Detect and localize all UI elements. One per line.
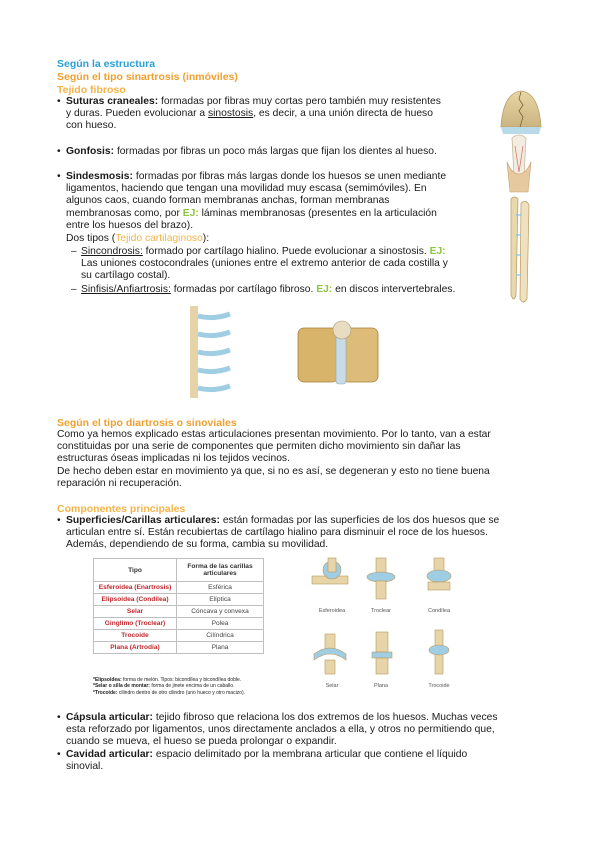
sindesmosis-line4b: láminas membranosas (presentes en la articulación: [198, 207, 437, 219]
table-footnotes: [93, 677, 293, 696]
dash: –: [71, 246, 77, 257]
rib-cartilage-image: [186, 306, 232, 398]
table-cell-tipo: Trocoide: [94, 630, 177, 642]
diartrosis-line3: estructuras óseas implicadas ni los tejidos vecinos.: [57, 453, 290, 465]
table-cell-forma: Elíptica: [177, 594, 264, 606]
sindesmosis-line2: ligamentos, haciendo que tengan una movilidad muy escasa (semimóviles). En: [66, 183, 427, 195]
bullet: •: [57, 146, 61, 157]
sincondrosis-line1: formado por cartílago hialino. Puede evolucionar a sinostosis.: [142, 246, 430, 257]
capsula-line1: tejido fibroso que relaciona los dos extremos de los huesos. Muchas veces: [152, 712, 498, 723]
tejido-cartilaginoso-label: Tejido cartilaginoso: [115, 233, 203, 244]
table-row: [94, 630, 264, 642]
sindesmosis-line3: algunos caos, cuando forman membranas anchas, forman membranas: [66, 195, 390, 207]
capsula-term: Cápsula articular:: [66, 712, 153, 723]
table-row: [94, 582, 264, 594]
sindesmosis-paragraph: [66, 171, 488, 232]
joint-types-illustration: [308, 556, 488, 696]
table-cell-tipo: Plana (Artrodia): [94, 642, 177, 654]
dos-tipos-c: ):: [202, 233, 210, 244]
table-cell-forma: Plana: [177, 642, 264, 654]
intervertebral-disc-image: [294, 320, 382, 386]
sincondrosis-term: Sincondrosis:: [81, 246, 143, 257]
joint-label-selar: Selar: [325, 683, 339, 689]
sindesmosis-line1: formadas por fibras más largas donde los huesos se unen mediante: [135, 171, 447, 182]
heading-diartrosis: Según el tipo diartrosis o sinoviales: [57, 417, 237, 429]
tooth-image: [504, 132, 534, 194]
gonfosis-paragraph: [66, 146, 486, 158]
capsula-line3: cuando se mueva, el hueso se pueda prolongar o expandir.: [66, 736, 337, 748]
sinfisis-text: formadas por cartílago fibroso.: [170, 284, 317, 295]
table-cell-tipo: Elipsoidea (Condílea): [94, 594, 177, 606]
table-header-row: [94, 559, 264, 582]
cavidad-paragraph: [66, 749, 544, 773]
gonfosis-text: formadas por fibras un poco más largas que fijan los dientes al hueso.: [116, 146, 437, 157]
table-cell-forma: Cilíndrica: [177, 630, 264, 642]
bullet: •: [57, 515, 61, 526]
superficies-paragraph: [66, 515, 544, 552]
suturas-line2b: , es decir, a una unión directa de hueso: [253, 108, 433, 120]
table-header-tipo: Tipo: [94, 559, 177, 582]
joint-label-troclear: Troclear: [371, 608, 391, 614]
table-row: [94, 594, 264, 606]
heading-componentes: Componentes principales: [57, 503, 186, 515]
table-row: [94, 618, 264, 630]
table-header-forma: Forma de las carillas articulares: [177, 559, 264, 582]
ej-label: EJ:: [429, 246, 446, 257]
footnote: *Selar o silla de montar: forma de jinete encima de un caballo.: [93, 683, 235, 690]
bullet: •: [57, 96, 61, 107]
articulation-types-table: [93, 558, 264, 654]
bullet: •: [57, 749, 61, 760]
table-cell-forma: Polea: [177, 618, 264, 630]
bullet: •: [57, 712, 61, 723]
capsula-paragraph: [66, 712, 544, 749]
diartrosis-paragraph: [57, 429, 543, 490]
sincondrosis-paragraph: [81, 246, 488, 283]
table-cell-forma: Esférica: [177, 582, 264, 594]
ej-label: EJ:: [182, 207, 199, 219]
heading-sinartrosis: Según el tipo sinartrosis (inmóviles): [57, 71, 238, 83]
footnote: *Elipsoidea: forma de melón. Tipos: bicondílea y bicondílea doble.: [93, 677, 242, 683]
diartrosis-line4: De hecho deben estar en movimiento ya que, si no es así, se degeneran y esto no tiene buena: [57, 465, 490, 477]
joint-label-esferoidea: Esferoidea: [318, 608, 346, 614]
superficies-term: Superficies/Carillas articulares:: [66, 515, 220, 526]
heading-tejido-fibroso: Tejido fibroso: [57, 84, 126, 96]
cavidad-line1: espacio delimitado por la membrana articular que contiene el líquido: [152, 749, 468, 760]
suturas-line2a: y duras. Pueden evolucionar a: [66, 108, 208, 120]
sindesmosis-line5: entre los huesos del brazo).: [66, 219, 194, 231]
sindesmosis-line4a: membranosas como, por: [66, 207, 183, 219]
diartrosis-line2: constituidas por una serie de componentes que permiten dicho movimiento sin dañar las: [57, 441, 461, 453]
table-cell-forma: Cóncava y convexa: [177, 606, 264, 618]
table-cell-tipo: Ginglimo (Troclear): [94, 618, 177, 630]
sincondrosis-line2: Las uniones costocondrales (uniones entre el extremo anterior de cada costilla y: [81, 258, 448, 270]
diartrosis-line5: reparación ni recuperación.: [57, 477, 182, 489]
table-cell-tipo: Esferoidea (Enartrosis): [94, 582, 177, 594]
sindesmosis-term: Sindesmosis:: [66, 171, 133, 182]
joint-label-trocoide: Trocoide: [428, 683, 450, 689]
cavidad-term: Cavidad articular:: [66, 749, 153, 760]
suturas-paragraph: [66, 96, 486, 133]
dash: –: [71, 284, 77, 295]
sinfisis-paragraph: [81, 284, 501, 296]
superficies-line3: Además, dependiendo de su forma, cambia su movilidad.: [66, 539, 329, 551]
joint-label-plana: Plana: [373, 683, 389, 689]
dos-tipos-line: [66, 233, 209, 245]
sinfisis-text2: en discos intervertebrales.: [332, 284, 456, 295]
capsula-line2: esta reforzado por ligamentos, unos directamente anclados a ella, y otros no permitiendo que,: [66, 724, 495, 736]
forearm-bones-image: [503, 195, 535, 307]
suturas-line1: formadas por fibras muy cortas pero también muy resistentes: [161, 96, 441, 107]
gonfosis-term: Gonfosis:: [66, 146, 115, 157]
table-cell-tipo: Selar: [94, 606, 177, 618]
footnote: *Trocoide: cilindro dentro de otro cilindro (uno hueco y otro macizo).: [93, 689, 246, 696]
sinfisis-term: Sinfisis/Anfiartrosis:: [81, 284, 171, 295]
bullet: •: [57, 171, 61, 182]
superficies-line1: están formadas por las superficies de los dos huesos que se: [219, 515, 500, 526]
joint-label-condilea: Condílea: [427, 608, 451, 614]
table-row: [94, 642, 264, 654]
heading-segun-estructura: Según la estructura: [57, 58, 156, 70]
suturas-line3: con hueso.: [66, 120, 117, 132]
table-row: [94, 606, 264, 618]
diartrosis-line1: Como ya hemos explicado estas articulaciones presentan movimiento. Por lo tanto, van a estar: [57, 429, 491, 440]
ej-label: EJ:: [316, 284, 333, 295]
dos-tipos-a: Dos tipos (: [66, 233, 116, 244]
cavidad-line2: sinovial.: [66, 761, 104, 773]
sinostosis-link: sinostosis: [207, 108, 254, 120]
suturas-term: Suturas craneales:: [66, 96, 159, 107]
sincondrosis-line3: su cartílago costal).: [81, 270, 171, 282]
skull-suture-image: [497, 87, 545, 135]
superficies-line2: articulan entre sí. Están recubiertas de cartílago hialino para disminuir el roce de los huesos.: [66, 527, 488, 539]
